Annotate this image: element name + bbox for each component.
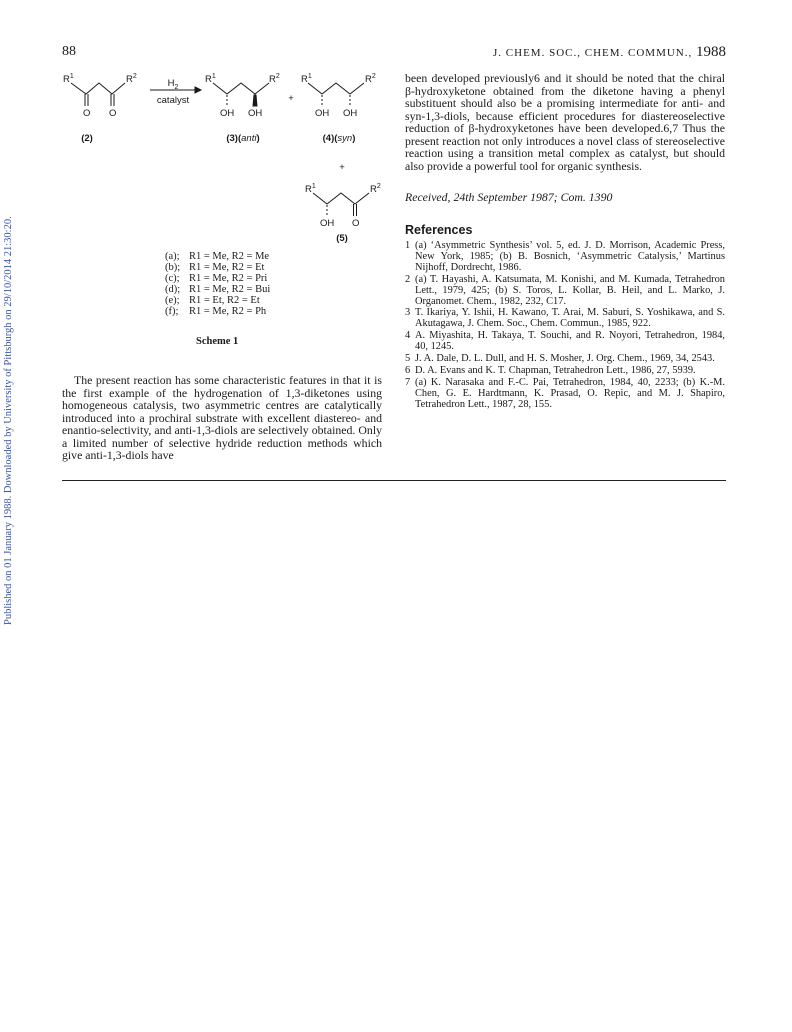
received-date: Received, 24th September 1987; Com. 1390	[405, 190, 613, 204]
references-list	[405, 241, 725, 411]
hydroxyl-label: OH	[248, 108, 263, 119]
left-column	[62, 374, 382, 462]
oxygen-label: O	[83, 108, 91, 119]
compound-5-label: (5)	[336, 233, 348, 244]
r1-label: $R^1$	[205, 73, 216, 85]
r2-label: $R^2$	[269, 73, 280, 85]
references-heading: References	[405, 223, 473, 237]
legend-row: (c); R1 = Me, R2 = Pri	[165, 273, 268, 284]
compound-2-label: (2)	[81, 133, 93, 144]
plus-sign: +	[288, 93, 294, 104]
legend-row: (b); R1 = Me, R2 = Et	[165, 262, 265, 273]
legend-row: (e); R1 = Et, R2 = Et	[165, 295, 260, 306]
r2-label: $R^2$	[370, 183, 381, 195]
reagent-label: $H_2$	[167, 78, 179, 91]
body-paragraph: The present reaction has some characteristic features in that it is the first example of the hydrogenation of 1,3-diketones using homogeneous catalysis, two asymmetric centres are catalytically introduced into a prochiral substrate with excellent diastereo- and enantio-selectivity, and anti-1,3-diols are selectively obtained. Only a limited number of selective hydride reduction methods which give anti-1,3-diols have	[62, 373, 382, 462]
compound-3-label: (3)(anti)	[226, 133, 260, 144]
r2-label: $R^2$	[365, 73, 376, 85]
footer-rule	[62, 480, 726, 481]
substituent-legend	[165, 251, 270, 317]
hydroxyl-label: OH	[320, 218, 335, 229]
legend-row: (f); R1 = Me, R2 = Ph	[165, 306, 267, 317]
journal-header	[493, 44, 726, 61]
oxygen-label: O	[109, 108, 117, 119]
reference-item: 4 A. Miyashita, H. Takaya, T. Souchi, and R. Noyori, Tetrahedron, 1984, 40, 1245.	[405, 330, 725, 353]
right-column	[405, 72, 725, 412]
anti-diol-chain	[213, 83, 269, 94]
oxygen-label: O	[352, 218, 360, 229]
hydroxyketone-chain	[313, 193, 369, 204]
legend-row: (a); R1 = Me, R2 = Me	[165, 251, 270, 262]
wedge-bond	[253, 95, 257, 106]
compound-4-label: (4)(syn)	[322, 133, 356, 144]
syn-diol-chain	[308, 83, 364, 94]
legend-row: (d); R1 = Me, R2 = Bui	[165, 284, 271, 295]
page-number: 88	[62, 44, 76, 59]
reaction-scheme-drawing	[55, 68, 395, 248]
journal-year: 1988	[696, 44, 726, 60]
scheme-caption: Scheme 1	[196, 336, 239, 347]
download-watermark: Published on 01 January 1988. Downloaded by University of Pittsburgh on 29/10/2014 21:30:20.	[3, 216, 14, 625]
r1-label: $R^1$	[63, 73, 74, 85]
diketone-chain	[71, 83, 125, 94]
r2-label: $R^2$	[126, 73, 137, 85]
body-paragraph: been developed previously6 and it should be noted that the chiral β-hydroxyketone obtained from the diketone having a phenyl substituent should also be a promising intermediate for anti- and syn-1,3-diols, because efficient procedures for diastereoselective reduction of β-hydroxyketones have been developed.6,7 Thus the present reaction not only introduces a novel class of stereoselective reaction using a transition metal complex as catalyst, but should also provide a powerful tool for organic synthesis.	[405, 71, 725, 173]
r1-label: $R^1$	[301, 73, 312, 85]
r1-label: $R^1$	[305, 183, 316, 195]
catalyst-label: catalyst	[156, 95, 190, 106]
plus-sign: +	[339, 162, 345, 173]
reference-item: 6 D. A. Evans and K. T. Chapman, Tetrahedron Lett., 1986, 27, 5939.	[405, 364, 696, 376]
reference-item: 1 (a) ‘Asymmetric Synthesis’ vol. 5, ed. J. D. Morrison, Academic Press, New York, 1985; (b) B. Bosnich, ‘Asymmetric Catalysis,’ Martinus Nijhoff, Dordrecht, 1986.	[405, 240, 725, 273]
reference-item: 2 (a) T. Hayashi, A. Katsumata, M. Konishi, and M. Kumada, Tetrahedron Lett., 1979, 425; (b) S. Toros, L. Kollar, B. Heil, and L. Marko, J. Organomet. Chem., 1982, 232, C17.	[405, 273, 725, 307]
hydroxyl-label: OH	[220, 108, 235, 119]
hydroxyl-label: OH	[315, 108, 330, 119]
reference-item: 5 J. A. Dale, D. L. Dull, and H. S. Mosher, J. Org. Chem., 1969, 34, 2543.	[405, 353, 715, 365]
reference-item: 7 (a) K. Narasaka and F.-C. Pai, Tetrahedron, 1984, 40, 2233; (b) K.-M. Chen, G. E. Hardtmann, K. Prasad, O. Repic, and M. J. Shapiro, Tetrahedron Lett., 1987, 28, 155.	[405, 376, 725, 410]
reaction-scheme	[55, 68, 395, 248]
reference-item: 3 T. Ikariya, Y. Ishii, H. Kawano, T. Arai, M. Saburi, S. Yoshikawa, and S. Akutagawa, J. Chem. Soc., Chem. Commun., 1985, 922.	[405, 307, 725, 330]
hydroxyl-label: OH	[343, 108, 358, 119]
journal-name: J. CHEM. SOC., CHEM. COMMUN.,	[493, 47, 693, 59]
